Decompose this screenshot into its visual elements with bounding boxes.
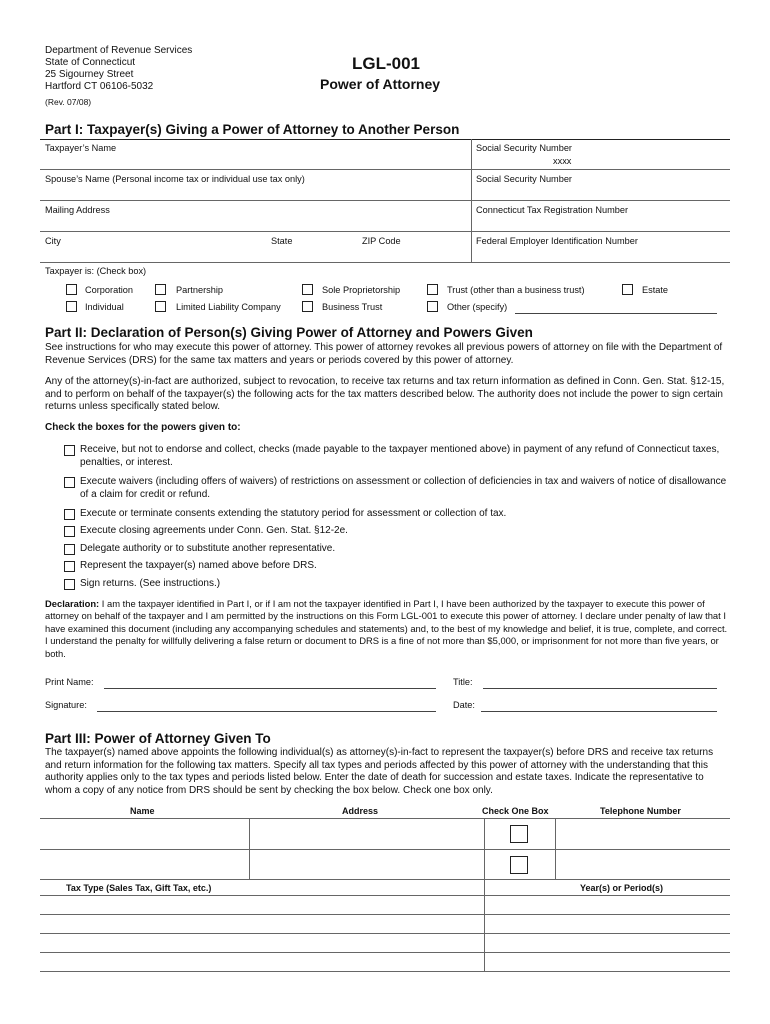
zip-label: ZIP Code: [362, 236, 401, 246]
notice-copy-checkbox[interactable]: [510, 856, 528, 874]
divider: [40, 818, 730, 819]
part2-authority-text: Any of the attorney(s)-in-fact are authorized, subject to revocation, to receive tax returns and tax return information as defined in Conn. Gen. Stat. §12-15, and to perform on behalf of the taxpayer(s) the following acts for the tax matters described below. The authority does not include the power to sign certain returns unless specifically stated below.: [45, 376, 725, 412]
spouse-name-label: Spouse’s Name (Personal income tax or individual use tax only): [45, 174, 305, 184]
declaration-label: Declaration:: [45, 598, 100, 609]
part3-heading: Part III: Power of Attorney Given To: [45, 731, 271, 746]
table-row-divider: [40, 849, 730, 850]
other-label: Other (specify): [447, 302, 508, 312]
sole-proprietorship-checkbox[interactable]: [302, 284, 313, 295]
part1-heading: Part I: Taxpayer(s) Giving a Power of Attorney to Another Person: [45, 122, 460, 137]
other-specify-field[interactable]: [515, 313, 717, 314]
fein-label: Federal Employer Identification Number: [476, 236, 638, 246]
estate-label: Estate: [642, 285, 669, 295]
other-checkbox[interactable]: [427, 301, 438, 312]
state-label: State: [271, 236, 293, 246]
power-item: [64, 578, 729, 591]
declaration-paragraph: [45, 598, 730, 660]
power-checkbox[interactable]: [64, 579, 75, 590]
divider: [40, 262, 730, 263]
print-name-field[interactable]: [104, 688, 436, 689]
power-checkbox[interactable]: [64, 509, 75, 520]
ssn-label: Social Security Number: [476, 143, 572, 153]
partnership-label: Partnership: [176, 285, 223, 295]
individual-checkbox[interactable]: [66, 301, 77, 312]
form-id: LGL-001: [352, 54, 421, 73]
part3-intro: The taxpayer(s) named above appoints the following individual(s) as attorney(s)-in-fact to represent the taxpayer(s) before DRS and receive tax returns and return information for the following tax matters. Specify all tax types and periods affected by this power of attorney with the understanding that this authority applies only to the tax types and periods listed below. Enter the date of death for succession and estate taxes. Indicate the representative to whom a copy of any notice from DRS should be sent by checking the box below. Check one box only.: [45, 747, 714, 796]
signature-field[interactable]: [97, 711, 436, 712]
power-checkbox[interactable]: [64, 561, 75, 572]
ct-tax-registration-label: Connecticut Tax Registration Number: [476, 205, 629, 215]
col-header-tax-type: Tax Type (Sales Tax, Gift Tax, etc.): [66, 883, 212, 893]
table-row-divider: [40, 971, 730, 972]
part2-heading: Part II: Declaration of Person(s) Giving Power of Attorney and Powers Given: [45, 325, 533, 340]
divider: [471, 139, 472, 263]
llc-checkbox[interactable]: [155, 301, 166, 312]
taxpayer-name-label: Taxpayer’s Name: [45, 143, 117, 153]
power-text: Delegate authority or to substitute another representative.: [80, 543, 336, 554]
table-row-divider: [40, 933, 730, 934]
power-checkbox[interactable]: [64, 477, 75, 488]
power-item: [64, 508, 729, 521]
col-header-check: Check One Box: [482, 806, 549, 816]
ssn-value[interactable]: xxxx: [553, 156, 572, 166]
agency-line: 25 Sigourney Street: [45, 69, 134, 80]
divider: [40, 895, 730, 896]
power-text: Execute closing agreements under Conn. Gen. Stat. §12-2e.: [80, 525, 348, 536]
col-header-address: Address: [342, 806, 379, 816]
power-checkbox[interactable]: [64, 445, 75, 456]
corporation-checkbox[interactable]: [66, 284, 77, 295]
power-checkbox[interactable]: [64, 544, 75, 555]
agency-line: Hartford CT 06106-5032: [45, 81, 154, 92]
sole-proprietorship-label: Sole Proprietorship: [322, 285, 401, 295]
divider: [40, 231, 730, 232]
power-item: [64, 444, 729, 469]
divider: [40, 169, 730, 170]
trust-label: Trust (other than a business trust): [447, 285, 585, 295]
power-item: [64, 476, 729, 501]
agency-line: State of Connecticut: [45, 57, 136, 68]
table-row-divider: [40, 952, 730, 953]
col-header-phone: Telephone Number: [600, 806, 681, 816]
business-trust-label: Business Trust: [322, 302, 383, 312]
city-label: City: [45, 236, 61, 246]
col-header-name: Name: [130, 806, 155, 816]
notice-copy-checkbox[interactable]: [510, 825, 528, 843]
partnership-checkbox[interactable]: [155, 284, 166, 295]
date-field[interactable]: [481, 711, 717, 712]
power-text: Represent the taxpayer(s) named above before DRS.: [80, 560, 317, 571]
power-checkbox[interactable]: [64, 526, 75, 537]
trust-checkbox[interactable]: [427, 284, 438, 295]
declaration-text: I am the taxpayer identified in Part I, or if I am not the taxpayer identified in Part I, I have been authorized by the taxpayer to execute this power of attorney on behalf of the taxpayer and I am permitted by the instructions on this Form LGL-001 to execute this power of attorney. I declare under penalty of law that I have examined this document (including any accompanying schedules and statements) and, to the best of my knowledge and belief, it is true, complete, and correct. I understand the penalty for willfully delivering a false return or document to DRS is a fine of not more than $5,000, or imprisonment for not more than five years, or both.: [45, 598, 728, 659]
taxpayer-is-label: Taxpayer is: (Check box): [45, 266, 147, 276]
col-header-years: Year(s) or Period(s): [580, 883, 664, 893]
title-field[interactable]: [483, 688, 717, 689]
power-text: Receive, but not to endorse and collect, checks (made payable to the taxpayer mentioned above) in payment of any refund of Connecticut taxes, penalties, or interest.: [80, 444, 720, 468]
title-label: Title:: [453, 677, 473, 687]
date-label: Date:: [453, 700, 475, 710]
business-trust-checkbox[interactable]: [302, 301, 313, 312]
divider: [40, 139, 730, 140]
power-text: Execute waivers (including offers of waivers) of restrictions on assessment or collection of deficiencies in tax and waivers of notice of disallowance of a claim for credit or refund.: [80, 476, 727, 500]
divider: [40, 200, 730, 201]
individual-label: Individual: [85, 302, 124, 312]
table-row-divider: [40, 879, 730, 880]
power-text: Execute or terminate consents extending the statutory period for assessment or collection of tax.: [80, 508, 507, 519]
power-text: Sign returns. (See instructions.): [80, 578, 221, 589]
revision-date: (Rev. 07/08): [45, 97, 92, 107]
power-item: [64, 543, 729, 556]
corporation-label: Corporation: [85, 285, 134, 295]
agency-address: [45, 45, 192, 93]
part2-intro: See instructions for who may execute this power of attorney. This power of attorney revokes all previous powers of attorney on file with the Department of Revenue Services (DRS) for the same tax matters and years or periods covered by this power of attorney.: [45, 342, 723, 366]
powers-instructions: Check the boxes for the powers given to:: [45, 422, 241, 433]
signature-label: Signature:: [45, 700, 87, 710]
estate-checkbox[interactable]: [622, 284, 633, 295]
form-title: Power of Attorney: [320, 76, 441, 92]
mailing-address-label: Mailing Address: [45, 205, 110, 215]
table-row-divider: [40, 914, 730, 915]
llc-label: Limited Liability Company: [176, 302, 281, 312]
print-name-label: Print Name:: [45, 677, 94, 687]
power-item: [64, 560, 729, 573]
agency-line: Department of Revenue Services: [45, 45, 193, 56]
spouse-ssn-label: Social Security Number: [476, 174, 572, 184]
power-item: [64, 525, 729, 538]
